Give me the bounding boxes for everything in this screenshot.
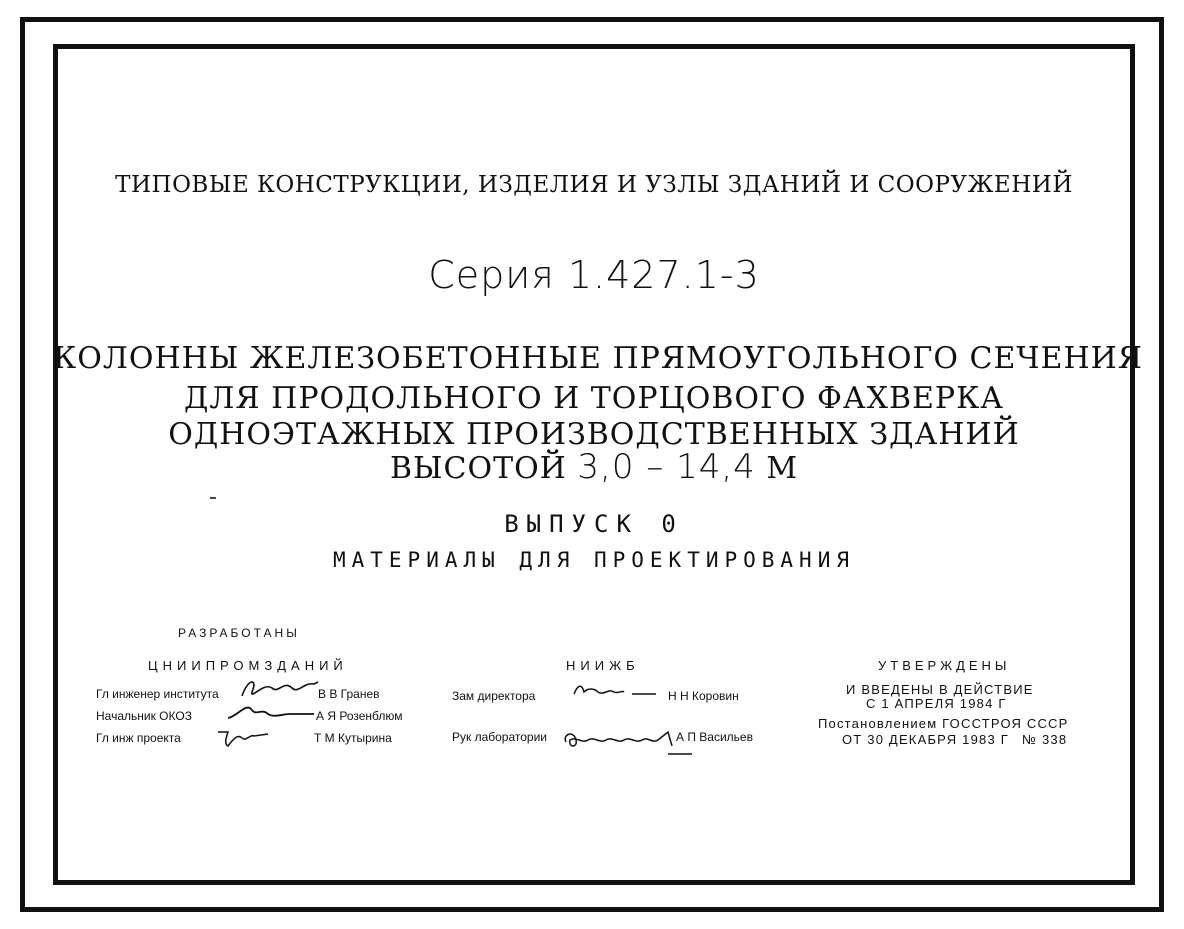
org2-role-1: Зам директора [452, 689, 536, 703]
title-line-3: ОДНОЭТАЖНЫХ ПРОИЗВОДСТВЕННЫХ ЗДАНИЙ [168, 417, 1020, 452]
title-line-4 [53, 447, 1135, 487]
approved-line-1: И ВВЕДЕНЫ В ДЕЙСТВИЕ [846, 682, 1034, 697]
title-line-2: ДЛЯ ПРОДОЛЬНОГО И ТОРЦОВОГО ФАХВЕРКА [183, 381, 1005, 416]
series-number: Серия 1.427.1-3 [428, 253, 760, 297]
org2-person-2: А П Васильев [676, 730, 753, 744]
signature-vasiliev [560, 726, 698, 760]
org2-name: НИИЖБ [566, 658, 640, 673]
title-height-unit: М [766, 451, 799, 486]
approved-line-2: С 1 АПРЕЛЯ 1984 Г [866, 696, 1007, 711]
signature-kutyrina [214, 724, 274, 750]
title-line-1: КОЛОННЫ ЖЕЛЕЗОБЕТОННЫЕ ПРЯМОУГОЛЬНОГО СЕЧЕНИЯ [53, 341, 1143, 376]
signature-korovin [570, 680, 662, 702]
org1-person-1: В В Гранев [318, 687, 380, 701]
approved-heading: УТВЕРЖДЕНЫ [878, 658, 1011, 673]
approved-line-3: Постановлением ГОССТРОЯ СССР [818, 716, 1069, 731]
signature-rozenblum [224, 700, 316, 724]
title-height-value: 3,0 – 14,4 [577, 447, 756, 487]
approved-line-4: ОТ 30 ДЕКАБРЯ 1983 Г [842, 732, 1009, 747]
org1-person-3: Т М Кутырина [314, 731, 392, 745]
series-header: ТИПОВЫЕ КОНСТРУКЦИИ, ИЗДЕЛИЯ И УЗЛЫ ЗДАНИЙ И СООРУЖЕНИЙ [115, 172, 1073, 198]
issue-number: ВЫПУСК 0 [504, 510, 684, 538]
org1-role-1: Гл инженер института [96, 687, 219, 701]
developed-heading: РАЗРАБОТАНЫ [178, 626, 300, 640]
org2-role-2: Рук лаборатории [452, 730, 548, 744]
approved-number: № 338 [1022, 732, 1068, 747]
org1-name: ЦНИИПРОМЗДАНИЙ [148, 658, 348, 673]
issue-title: МАТЕРИАЛЫ ДЛЯ ПРОЕКТИРОВАНИЯ [332, 548, 855, 572]
org1-role-3: Гл инж проекта [96, 731, 181, 745]
org1-person-2: А Я Розенблюм [316, 709, 403, 723]
title-height-prefix: ВЫСОТОЙ [389, 451, 567, 486]
stray-mark [210, 497, 216, 499]
org2-person-1: Н Н Коровин [668, 689, 739, 703]
org1-role-2: Начальник ОКОЗ [96, 709, 192, 723]
